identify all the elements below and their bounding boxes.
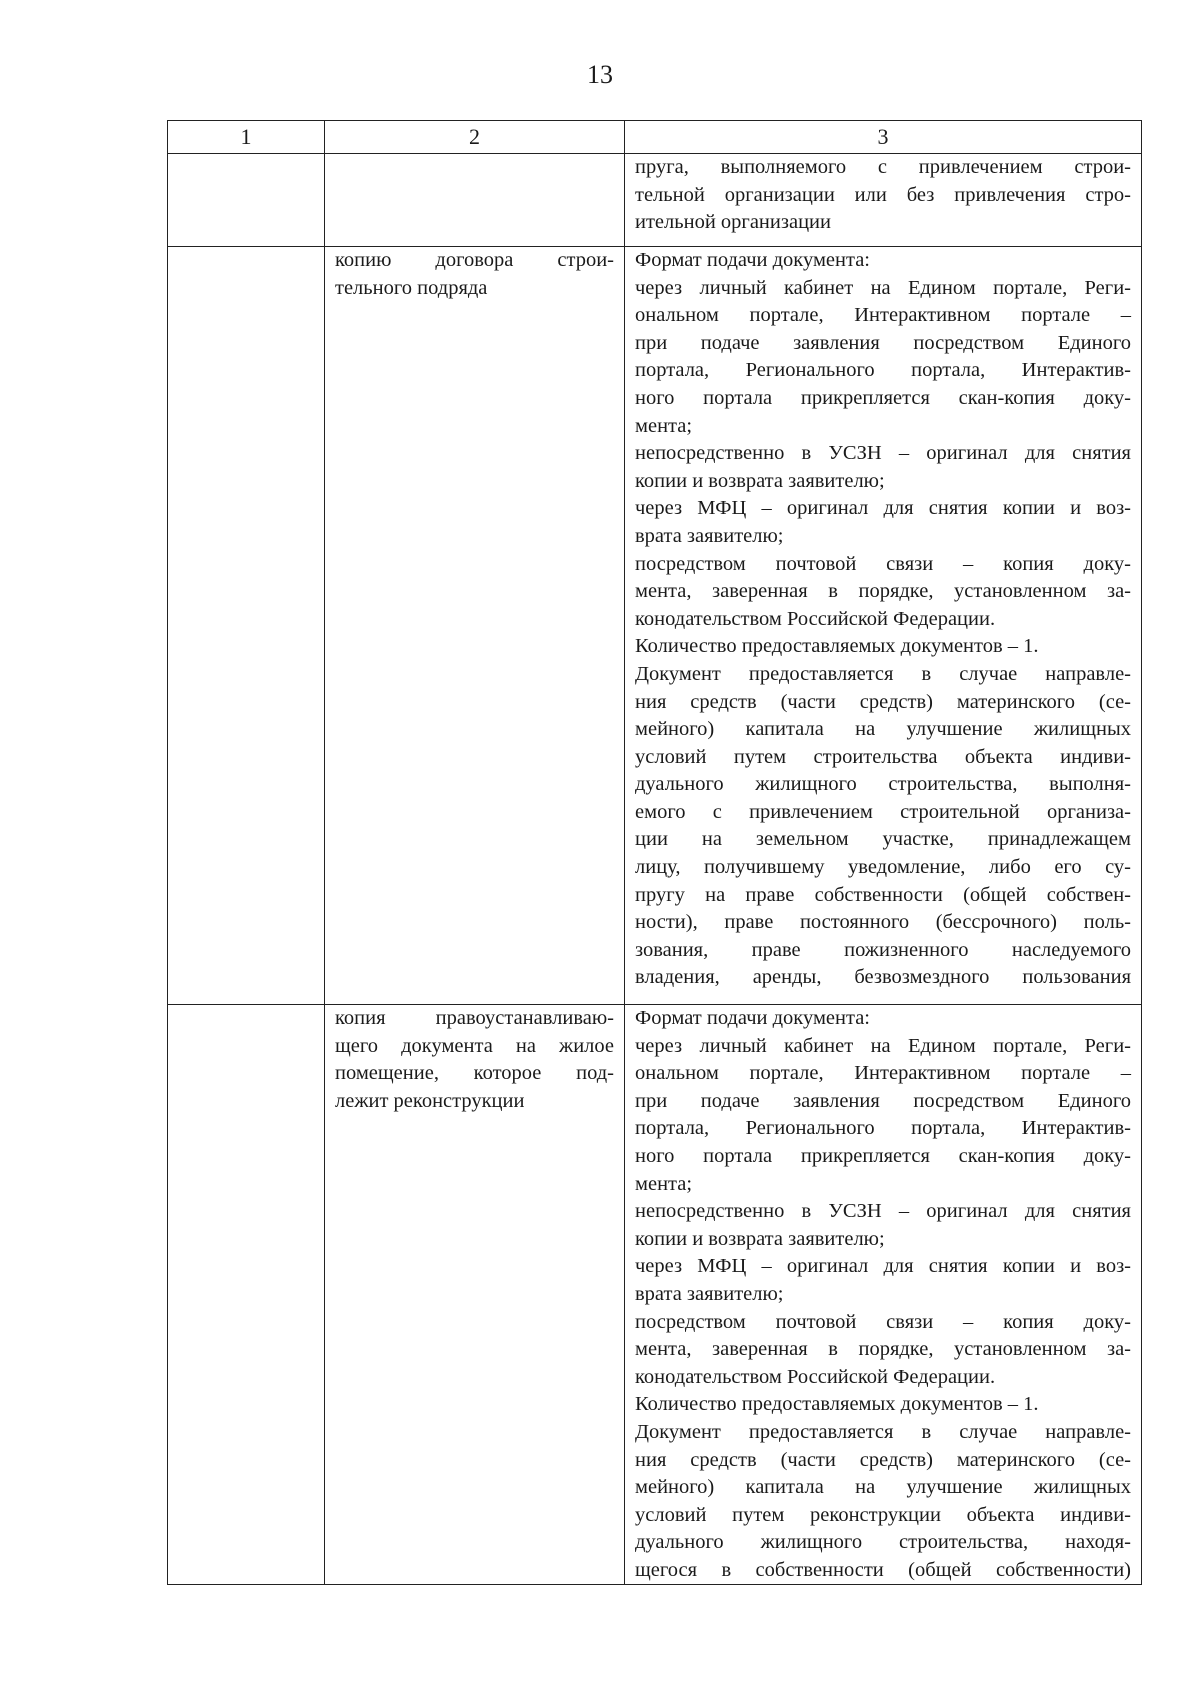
column-header-2: 2 <box>325 121 625 154</box>
text-line: Документ предоставляется в случае направле- <box>635 662 1131 685</box>
text-line: условий путем реконструкции объекта индиви- <box>635 1503 1131 1526</box>
text-line: Количество предоставляемых документов – 1. <box>635 1393 1039 1416</box>
row-3-col-3 <box>625 1005 1142 1585</box>
text-line: конодательством Российской Федерации. <box>635 1365 996 1388</box>
text-line: зования, праве пожизненного наследуемого <box>635 938 1131 961</box>
text-line: пругу на праве собственности (общей собствен- <box>635 883 1131 906</box>
text-line: через МФЦ – оригинал для снятия копии и воз- <box>635 497 1131 520</box>
text-line: Формат подачи документа: <box>635 1007 870 1029</box>
text-line: щегося в собственности (общей собственности) <box>635 1558 1131 1581</box>
text-line: мейного) капитала на улучшение жилищных <box>635 1476 1131 1499</box>
row-1-col-3 <box>625 154 1142 247</box>
text-line: емого с привлечением строительной организа- <box>635 800 1131 823</box>
column-header-1: 1 <box>168 121 325 154</box>
column-header-3: 3 <box>625 121 1142 154</box>
text-line: через личный кабинет на Едином портале, Реги- <box>635 276 1131 299</box>
text-line: врата заявителю; <box>635 524 784 547</box>
text-line: дуального жилищного строительства, выполня- <box>635 773 1131 796</box>
text-line: дуального жилищного строительства, находя- <box>635 1531 1131 1554</box>
text-line: ния средств (части средств) материнского (се- <box>635 690 1131 713</box>
text-line: копии и возврата заявителю; <box>635 469 885 492</box>
text-line: посредством почтовой связи – копия доку- <box>635 1310 1131 1333</box>
text-line: ительной организации <box>635 211 831 234</box>
requirements-table <box>167 120 1142 1585</box>
text-line: врата заявителю; <box>635 1282 784 1305</box>
row-1-col-1 <box>168 154 325 247</box>
text-line: копия правоустанавливаю- <box>335 1007 614 1029</box>
row-1-col-2 <box>325 154 625 247</box>
text-line: ния средств (части средств) материнского (се- <box>635 1448 1131 1471</box>
row-2-col-1 <box>168 247 325 1005</box>
text-line: лежит реконструкции <box>335 1089 525 1112</box>
text-line: щего документа на жилое <box>335 1034 614 1057</box>
text-line: Документ предоставляется в случае направле- <box>635 1420 1131 1443</box>
text-line: пруга, выполняемого с привлечением строи- <box>635 156 1131 178</box>
text-line: ного портала прикрепляется скан-копия доку- <box>635 1144 1131 1167</box>
text-line: тельного подряда <box>335 276 488 299</box>
text-line: при подаче заявления посредством Единого <box>635 1089 1131 1112</box>
text-line: мента, заверенная в порядке, установленном за- <box>635 580 1131 603</box>
row-3-col-1 <box>168 1005 325 1585</box>
row-3-col-2 <box>325 1005 625 1585</box>
text-line: мента; <box>635 1172 693 1195</box>
text-line: Формат подачи документа: <box>635 249 870 271</box>
text-line: мента, заверенная в порядке, установленном за- <box>635 1338 1131 1361</box>
text-line: ного портала прикрепляется скан-копия доку- <box>635 386 1131 409</box>
text-line: непосредственно в УСЗН – оригинал для снятия <box>635 442 1131 465</box>
text-line: конодательством Российской Федерации. <box>635 607 996 630</box>
text-line: помещение, которое под- <box>335 1062 614 1085</box>
row-2-col-2 <box>325 247 625 1005</box>
table-row <box>168 247 1142 1005</box>
text-line: при подаче заявления посредством Единого <box>635 331 1131 354</box>
table-header-row <box>168 121 1142 154</box>
text-line: ональном портале, Интерактивном портале – <box>635 304 1131 327</box>
text-line: через личный кабинет на Едином портале, Реги- <box>635 1034 1131 1057</box>
text-line: лицу, получившему уведомление, либо его су- <box>635 856 1131 879</box>
text-line: портала, Регионального портала, Интерактив- <box>635 359 1131 382</box>
text-line: посредством почтовой связи – копия доку- <box>635 552 1131 575</box>
text-line: ональном портале, Интерактивном портале – <box>635 1062 1131 1085</box>
table-row <box>168 1005 1142 1585</box>
text-line: через МФЦ – оригинал для снятия копии и воз- <box>635 1255 1131 1278</box>
row-2-col-3 <box>625 247 1142 1005</box>
text-line: владения, аренды, безвозмездного пользования <box>635 966 1131 989</box>
table-row <box>168 154 1142 247</box>
page-number: 13 <box>587 60 613 89</box>
text-line: ции на земельном участке, принадлежащем <box>635 828 1131 851</box>
text-line: мента; <box>635 414 693 437</box>
text-line: условий путем строительства объекта индиви- <box>635 745 1131 768</box>
text-line: копии и возврата заявителю; <box>635 1227 885 1250</box>
text-line: ности), праве постоянного (бессрочного) поль- <box>635 911 1131 934</box>
text-line: тельной организации или без привлечения стро- <box>635 183 1131 206</box>
text-line: копию договора строи- <box>335 249 614 271</box>
text-line: непосредственно в УСЗН – оригинал для снятия <box>635 1200 1131 1223</box>
text-line: мейного) капитала на улучшение жилищных <box>635 718 1131 741</box>
text-line: Количество предоставляемых документов – 1. <box>635 635 1039 658</box>
text-line: портала, Регионального портала, Интерактив- <box>635 1117 1131 1140</box>
